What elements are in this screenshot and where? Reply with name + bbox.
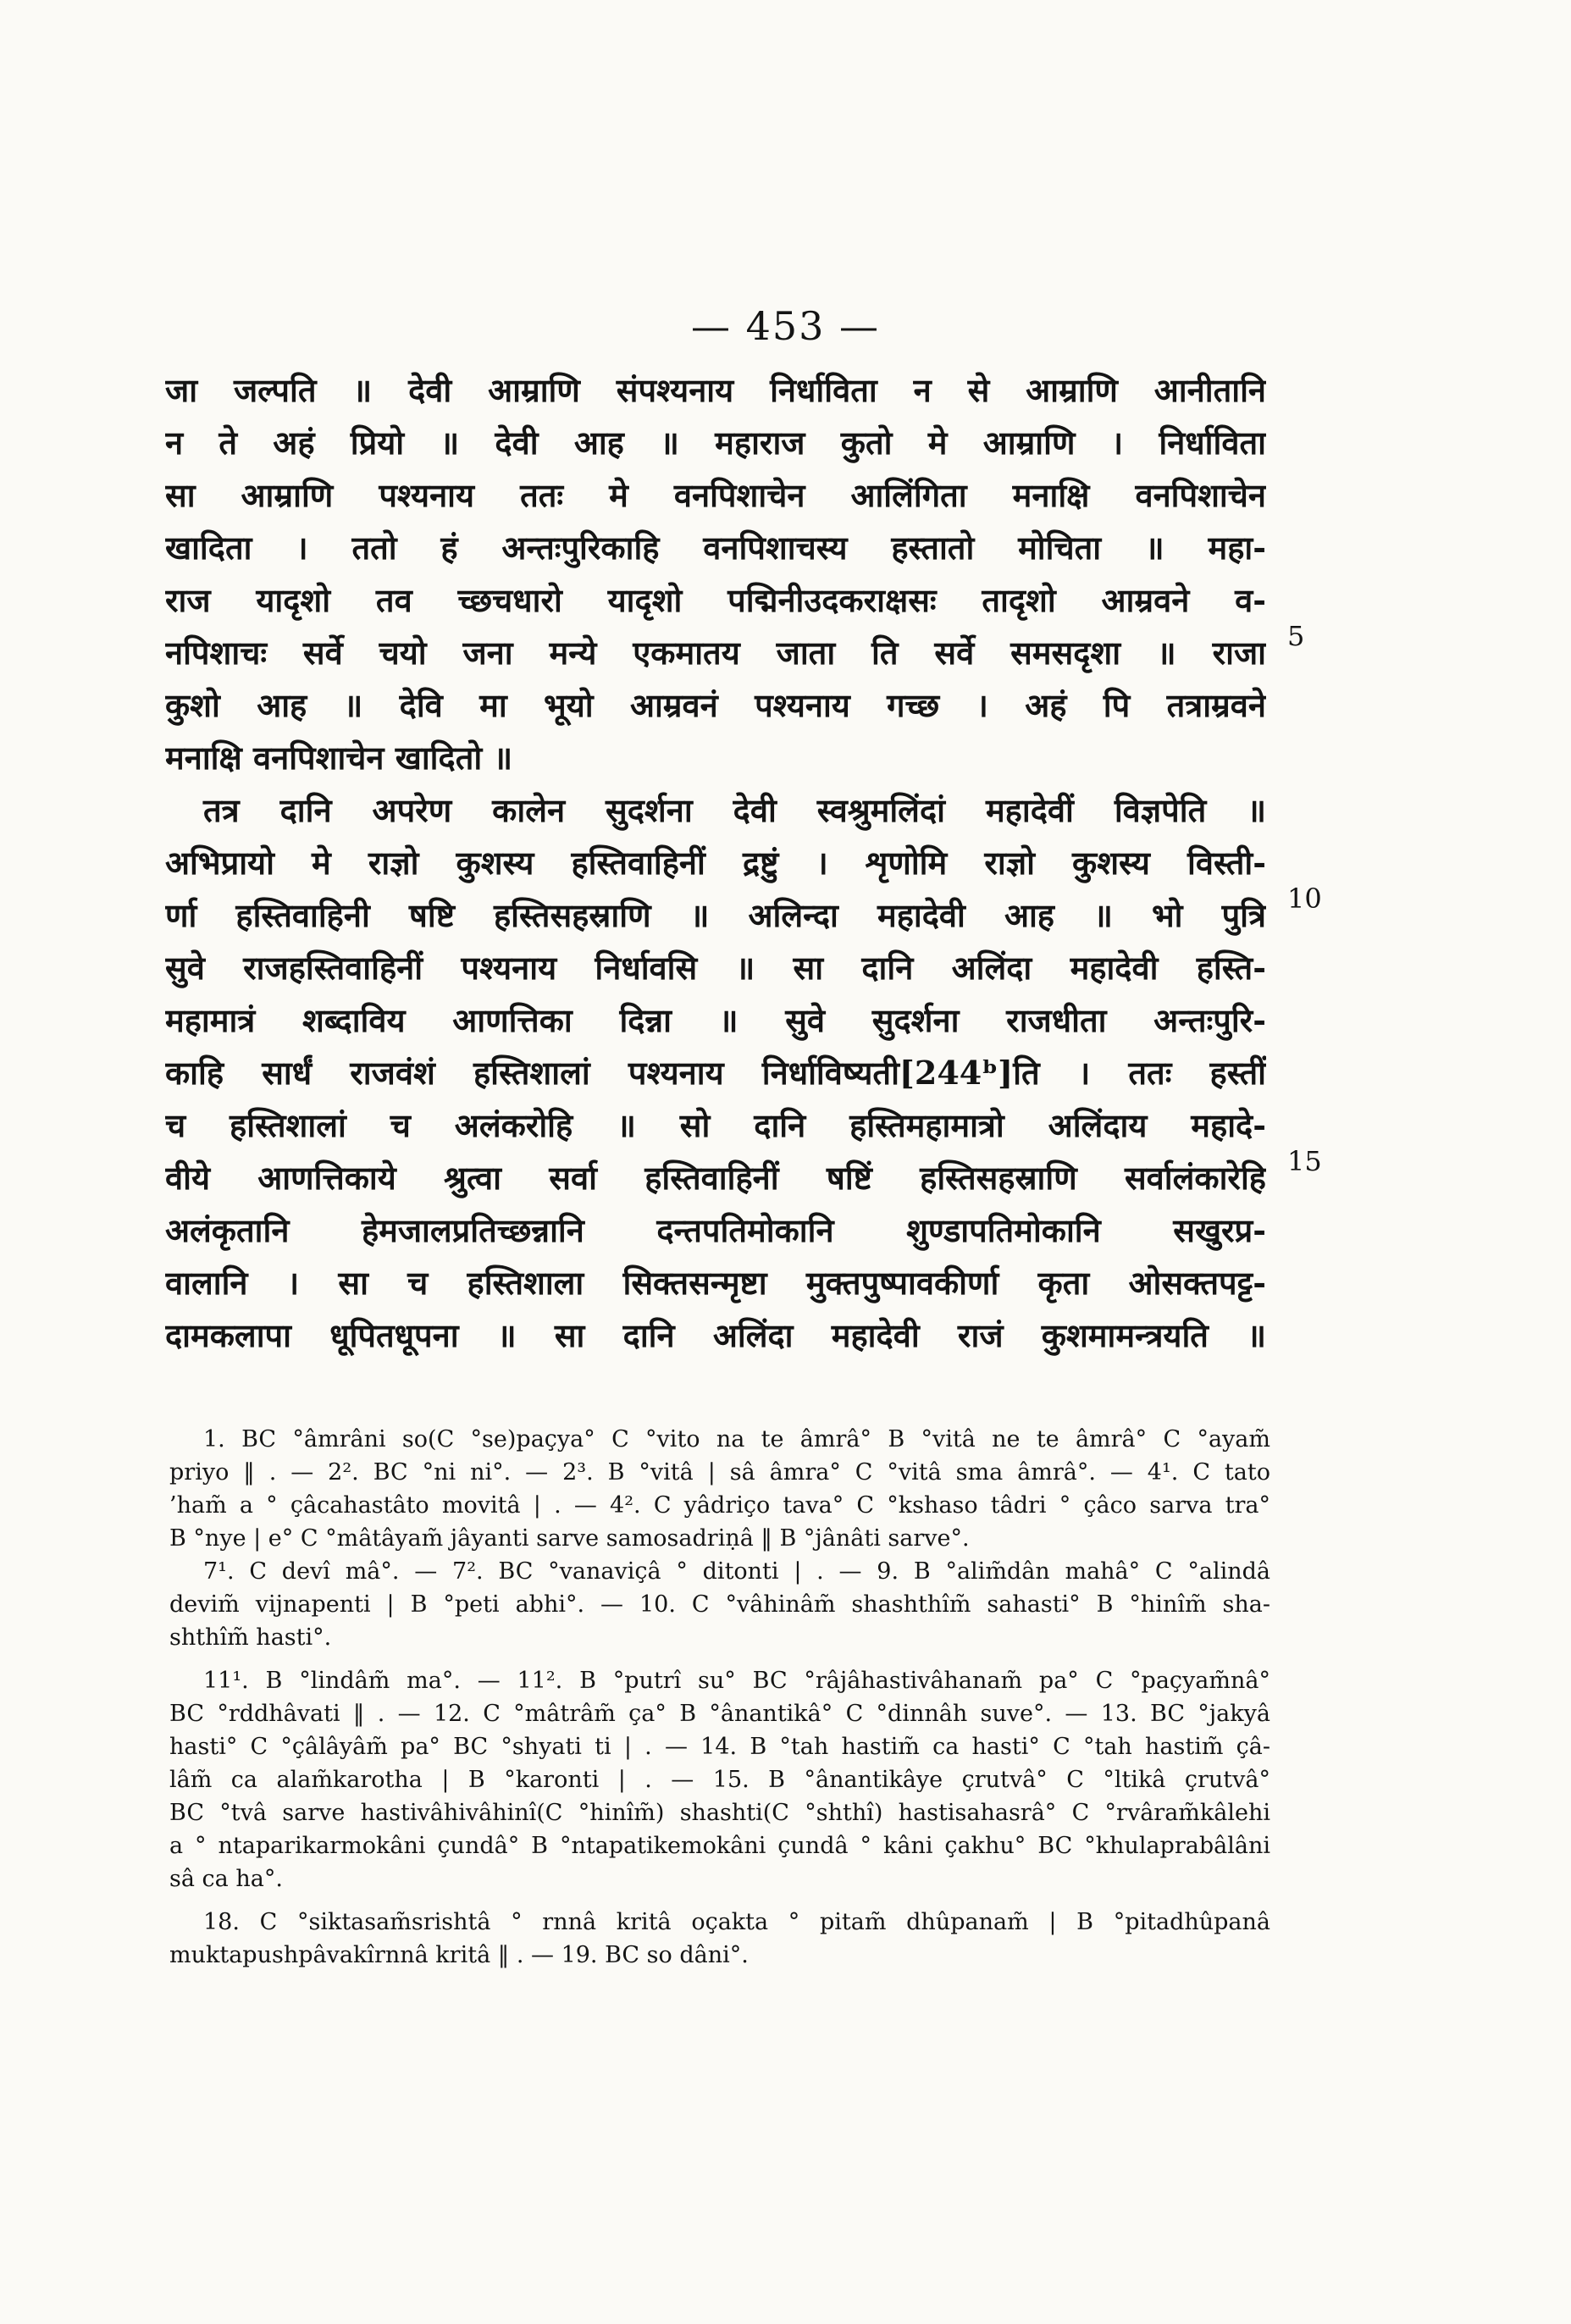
main-text-line: जा जल्पति ॥ देवी आम्राणि संपश्यनाय निर्धाविता न से आम्राणि आनीतानि — [165, 371, 1266, 409]
main-text-line: सुवे राजहस्तिवाहिनीं पश्यनाय निर्धावसि ॥ सा दानि अलिंदा महादेवी हस्ति- — [165, 949, 1266, 987]
main-text-line: वीये आणत्तिकाये श्रुत्वा सर्वा हस्तिवाहिनीं षष्टिं हस्तिसहस्राणि सर्वालंकारेहि — [165, 1159, 1266, 1197]
main-text-line: र्णा हस्तिवाहिनी षष्टि हस्तिसहस्राणि ॥ अलिन्दा महादेवी आह ॥ भो पुत्रि — [165, 896, 1266, 934]
footnote-line: 1. BC °âmrâni so(C °se)paçya° C °vito na te âmrâ° B °vitâ ne te âmrâ° C °ayam̃ — [203, 1426, 1270, 1452]
main-text-line: राज यादृशो तव च्छचधारो यादृशो पद्मिनीउदकराक्षसः तादृशो आम्रवने व- — [165, 581, 1266, 619]
footnote-line: ’ham̃ a ° çâcahastâto movitâ | . — 4². C yâdriço tava° C °kshaso tâdri ° çâco sarva tra° — [169, 1492, 1270, 1519]
line-number-10: 10 — [1287, 883, 1322, 915]
footnote-line: 18. C °siktasam̃srishtâ ° rnnâ kritâ oçakta ° pitam̃ dhûpanam̃ | B °pitadhûpanâ — [203, 1909, 1270, 1935]
footnote-line: shthîm̃ hasti°. — [169, 1624, 332, 1651]
main-text-line: दामकलापा धूपितधूपना ॥ सा दानि अलिंदा महादेवी राजं कुशमामन्त्रयति ॥ — [165, 1316, 1266, 1354]
main-text-line: मनाक्षि वनपिशाचेन खादितो ॥ — [165, 739, 513, 777]
main-text-line: खादिता । ततो हं अन्तःपुरिकाहि वनपिशाचस्य हस्तातो मोचिता ॥ महा- — [165, 528, 1266, 567]
footnote-line: BC °tvâ sarve hastivâhivâhinî(C °hinîm̃) shashti(C °shthî) hastisahasrâ° C °rvâram̃kâlehi — [169, 1800, 1270, 1826]
main-text-line: काहि सार्धं राजवंशं हस्तिशालां पश्यनाय निर्धाविष्यती[244ᵇ]ति । ततः हस्तीं — [165, 1054, 1266, 1092]
page-number: — 453 — — [690, 303, 881, 349]
footnote-line: priyo ‖ . — 2². BC °ni ni°. — 2³. B °vitâ | sâ âmra° C °vitâ sma âmrâ°. — 4¹. C tato — [169, 1459, 1270, 1486]
footnote-line: devim̃ vijnapenti | B °peti abhi°. — 10. C °vâhinâm̃ shashthîm̃ sahasti° B °hinîm̃ sha- — [169, 1591, 1270, 1618]
line-number-15: 15 — [1287, 1145, 1322, 1177]
main-text-line: अलंकृतानि हेमजालप्रतिच्छन्नानि दन्तपतिमोकानि शुण्डापतिमोकानि सखुरप्र- — [165, 1211, 1266, 1249]
footnote-line: a ° ntaparikarmokâni çundâ° B °ntapatikemokâni çundâ ° kâni çakhu° BC °khulaprabâlâni — [169, 1833, 1270, 1859]
main-text-line: नपिशाचः सर्वे चयो जना मन्ये एकमातय जाता ति सर्वे समसदृशा ॥ राजा — [165, 634, 1266, 672]
footnote-line: 7¹. C devî mâ°. — 7². BC °vanaviçâ ° ditonti | . — 9. B °alim̃dân mahâ° C °alindâ — [203, 1558, 1270, 1585]
footnote-line: sâ ca ha°. — [169, 1866, 283, 1892]
line-number-5: 5 — [1287, 620, 1305, 652]
main-text-line: सा आम्राणि पश्यनाय ततः मे वनपिशाचेन आलिंगिता मनाक्षि वनपिशाचेन — [165, 476, 1266, 514]
main-text-line: न ते अहं प्रियो ॥ देवी आह ॥ महाराज कुतो मे आम्राणि । निर्धाविता — [165, 423, 1266, 462]
main-text-line: कुशो आह ॥ देवि मा भूयो आम्रवनं पश्यनाय गच्छ । अहं पि तत्राम्रवने — [165, 686, 1266, 724]
footnote-line: BC °rddhâvati ‖ . — 12. C °mâtrâm̃ ça° B °ânantikâ° C °dinnâh suve°. — 13. BC °jakyâ — [169, 1701, 1270, 1727]
main-text-line: अभिप्रायो मे राज्ञो कुशस्य हस्तिवाहिनीं द्रष्टुं । शृणोमि राज्ञो कुशस्य विस्ती- — [165, 844, 1266, 882]
footnote-line: lâm̃ ca alam̃karotha | B °karonti | . — 15. B °ânantikâye çrutvâ° C °ltikâ çrutvâ° — [169, 1767, 1270, 1793]
footnote-line: hasti° C °çâlâyâm̃ pa° BC °shyati ti | . — 14. B °tah hastim̃ ca hasti° C °tah hastim̃ çâ- — [169, 1734, 1270, 1760]
footnotes-block — [169, 1423, 1270, 1972]
footnote-line: 11¹. B °lindâm̃ ma°. — 11². B °putrî su° BC °râjâhastivâhanam̃ pa° C °paçyam̃nâ° — [203, 1668, 1270, 1694]
main-text-line: च हस्तिशालां च अलंकरोहि ॥ सो दानि हस्तिमहामात्रो अलिंदाय महादे- — [165, 1106, 1266, 1144]
main-text-line: महामात्रं शब्दाविय आणत्तिका दिन्ना ॥ सुवे सुदर्शना राजधीता अन्तःपुरि- — [165, 1001, 1266, 1039]
footnote-spacer — [169, 1895, 1270, 1906]
main-text-line: वालानि । सा च हस्तिशाला सिक्तसन्मृष्टा मुक्तपुष्पावकीर्णा कृता ओसक्तपट्ट- — [165, 1264, 1266, 1302]
footnote-line: muktapushpâvakîrnnâ kritâ ‖ . — 19. BC so dâni°. — [169, 1942, 749, 1968]
footnote-spacer — [169, 1654, 1270, 1664]
main-text-block — [165, 364, 1266, 1362]
main-text-line: तत्र दानि अपरेण कालेन सुदर्शना देवी स्वश्रुमलिंदां महादेवीं विज्ञपेति ॥ — [203, 791, 1266, 829]
footnote-line: B °nye | e° C °mâtâyam̃ jâyanti sarve samosadriṇâ ‖ B °jânâti sarve°. — [169, 1525, 970, 1552]
